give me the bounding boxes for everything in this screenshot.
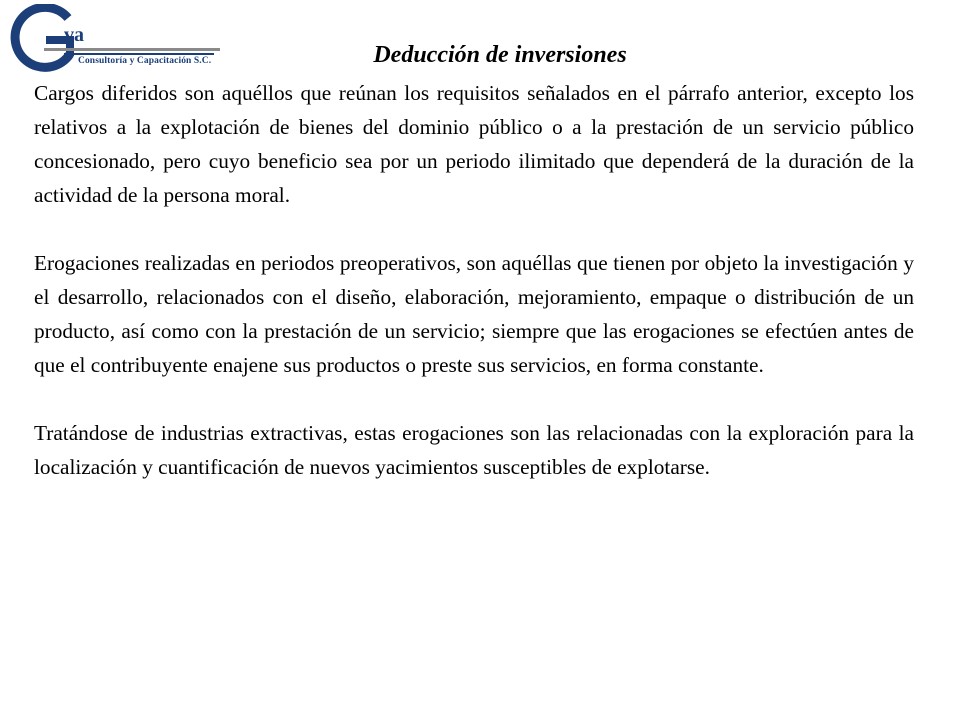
paragraph-cargos-diferidos: Cargos diferidos son aquéllos que reúnan los requisitos señalados en el párrafo anterior, excepto los relativos a la explotación de bienes del dominio público o a la prestación de un servicio público concesionado, pero cuyo beneficio sea por un periodo ilimitado que dependerá de la duración de la actividad de la persona moral. [34, 81, 914, 207]
logo-company-name: Consultoría y Capacitación S.C. [78, 56, 212, 66]
paragraph-industrias-extractivas: Tratándose de industrias extractivas, estas erogaciones son las relacionadas con la exploración para la localización y cuantificación de nuevos yacimientos susceptibles de explotarse. [34, 421, 914, 479]
logo-initials: va [64, 24, 84, 46]
page-title: Deducción de inversiones [373, 42, 627, 68]
paragraph-erogaciones-preoperativas: Erogaciones realizadas en periodos preoperativos, son aquéllas que tienen por objeto la investigación y el desarrollo, relacionados con el diseño, elaboración, mejoramiento, empaque o distribución de un producto, así como con la prestación de un servicio; siempre que las erogaciones se efectúen antes de que el contribuyente enajene sus productos o preste sus servicios, en forma constante. [34, 251, 914, 377]
content-body [34, 76, 914, 518]
